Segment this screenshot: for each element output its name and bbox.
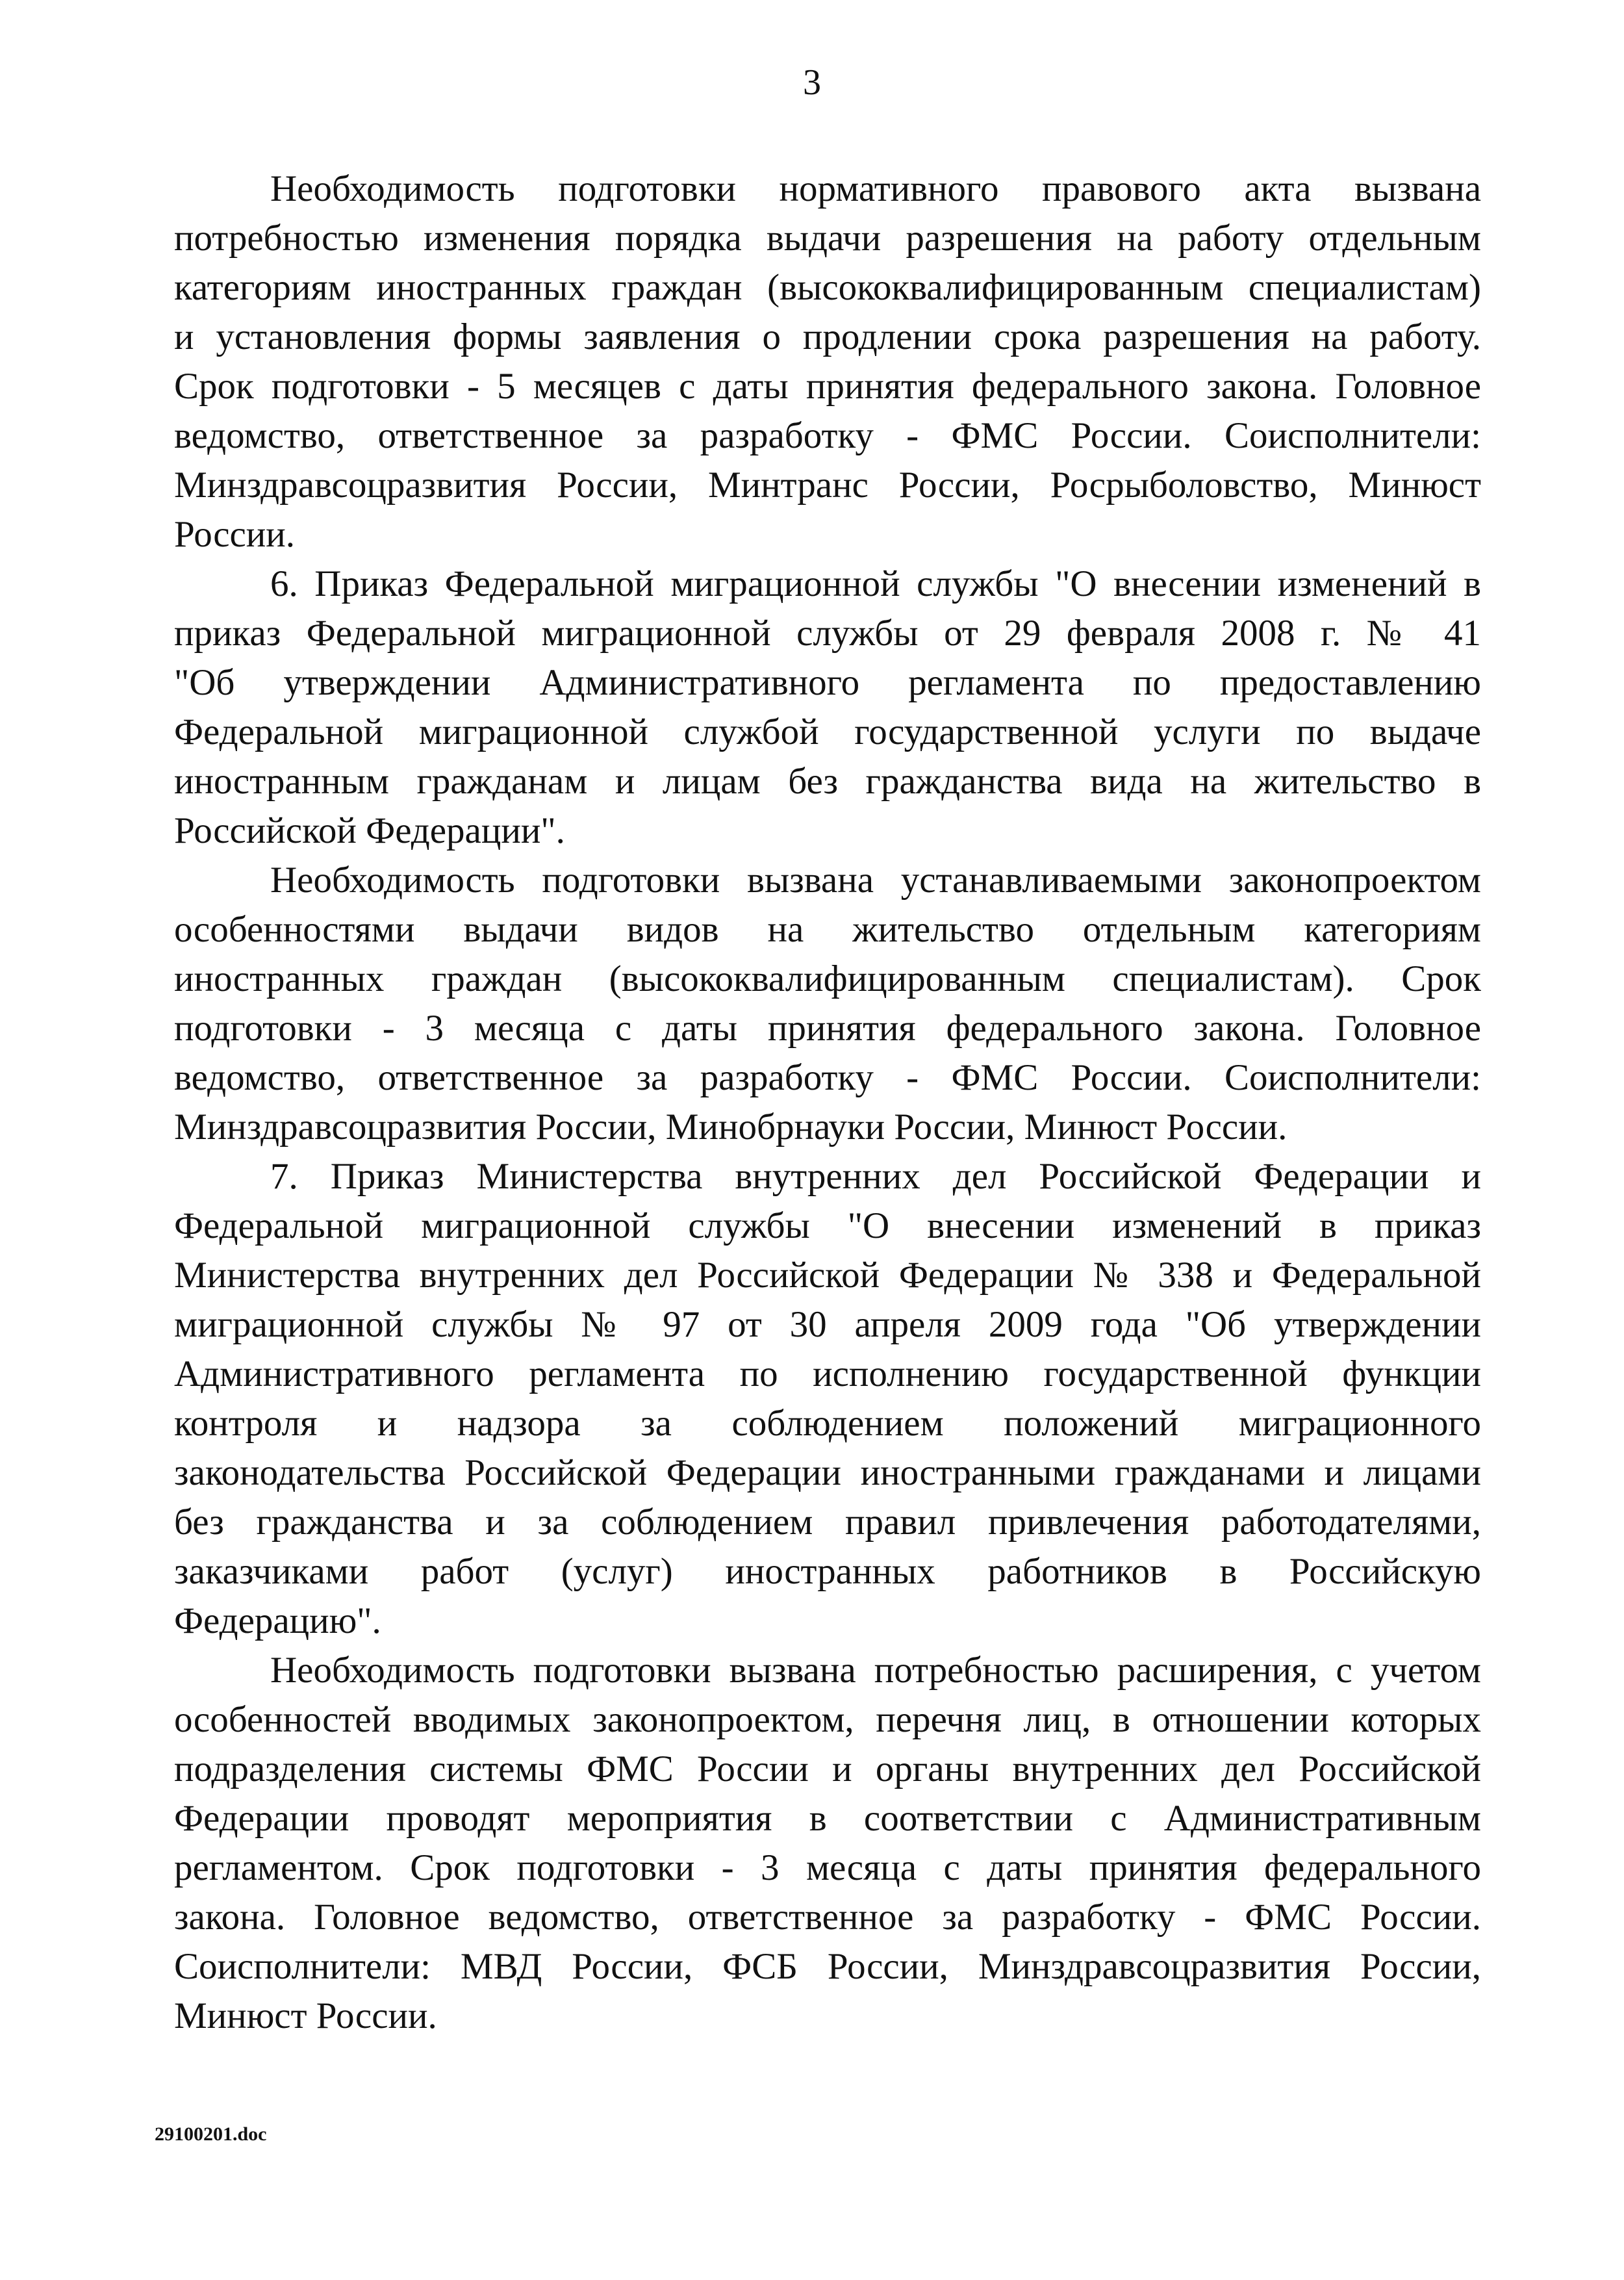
- text-line: подразделения системы ФМС России и органы внутренних дел Российской: [174, 1748, 1481, 1789]
- text-line: законодательства Российской Федерации иностранными гражданами и лицами: [174, 1452, 1481, 1493]
- document-body: [174, 164, 1481, 2041]
- paragraph: [174, 1646, 1481, 2041]
- text-line: особенностей вводимых законопроектом, перечня лиц, в отношении которых: [174, 1699, 1481, 1740]
- text-line: приказ Федеральной миграционной службы от 29 февраля 2008 г. № 41: [174, 613, 1481, 654]
- text-line: без гражданства и за соблюдением правил привлечения работодателями,: [174, 1502, 1481, 1543]
- text-line: Соисполнители: МВД России, ФСБ России, Минздравсоцразвития России,: [174, 1946, 1481, 1987]
- text-line: контроля и надзора за соблюдением положений миграционного: [174, 1403, 1481, 1444]
- text-line: ведомство, ответственное за разработку - ФМС России. Соисполнители:: [174, 1057, 1481, 1098]
- text-line: закона. Головное ведомство, ответственное за разработку - ФМС России.: [174, 1897, 1481, 1938]
- text-line: 7. Приказ Министерства внутренних дел Российской Федерации и: [270, 1156, 1481, 1197]
- text-line: Минздравсоцразвития России, Минобрнауки России, Минюст России.: [174, 1107, 1288, 1147]
- text-line: Федерацию".: [174, 1600, 381, 1641]
- text-line: потребностью изменения порядка выдачи разрешения на работу отдельным: [174, 218, 1481, 259]
- text-line: Административного регламента по исполнению государственной функции: [174, 1353, 1481, 1394]
- text-line: Необходимость подготовки вызвана потребностью расширения, с учетом: [270, 1650, 1481, 1691]
- text-line: Федеральной миграционной службы "О внесении изменений в приказ: [174, 1205, 1481, 1246]
- text-line: иностранным гражданам и лицам без гражданства вида на жительство в: [174, 761, 1481, 802]
- text-line: Федеральной миграционной службой государственной услуги по выдаче: [174, 711, 1481, 752]
- text-line: категориям иностранных граждан (высококвалифицированным специалистам): [174, 267, 1481, 308]
- text-line: 6. Приказ Федеральной миграционной службы "О внесении изменений в: [270, 563, 1481, 604]
- text-line: России.: [174, 514, 296, 555]
- paragraph: [174, 164, 1481, 559]
- text-line: ведомство, ответственное за разработку - ФМС России. Соисполнители:: [174, 415, 1481, 456]
- text-line: и установления формы заявления о продлении срока разрешения на работу.: [174, 316, 1481, 357]
- text-line: заказчиками работ (услуг) иностранных работников в Российскую: [174, 1551, 1481, 1592]
- file-name-footer: 29100201.doc: [155, 2123, 267, 2145]
- paragraph: [174, 856, 1481, 1152]
- text-line: особенностями выдачи видов на жительство отдельным категориям: [174, 909, 1481, 950]
- text-line: Российской Федерации".: [174, 810, 565, 851]
- text-line: Срок подготовки - 5 месяцев с даты принятия федерального закона. Головное: [174, 366, 1481, 407]
- text-line: миграционной службы № 97 от 30 апреля 2009 года "Об утверждении: [174, 1304, 1481, 1345]
- text-line: Необходимость подготовки нормативного правового акта вызвана: [270, 168, 1481, 209]
- paragraph: [174, 559, 1481, 856]
- page-number: 3: [803, 62, 821, 103]
- text-line: подготовки - 3 месяца с даты принятия федерального закона. Головное: [174, 1008, 1481, 1049]
- text-line: Федерации проводят мероприятия в соответствии с Административным: [174, 1798, 1481, 1839]
- text-line: иностранных граждан (высококвалифицированным специалистам). Срок: [174, 958, 1481, 999]
- text-line: "Об утверждении Административного регламента по предоставлению: [174, 662, 1481, 703]
- text-line: регламентом. Срок подготовки - 3 месяца с даты принятия федерального: [174, 1847, 1481, 1888]
- text-line: Минюст России.: [174, 1995, 437, 2036]
- text-line: Минздравсоцразвития России, Минтранс России, Росрыболовство, Минюст: [174, 465, 1481, 506]
- text-line: Министерства внутренних дел Российской Федерации № 338 и Федеральной: [174, 1255, 1481, 1296]
- paragraph: [174, 1152, 1481, 1646]
- text-line: Необходимость подготовки вызвана устанавливаемыми законопроектом: [270, 860, 1481, 901]
